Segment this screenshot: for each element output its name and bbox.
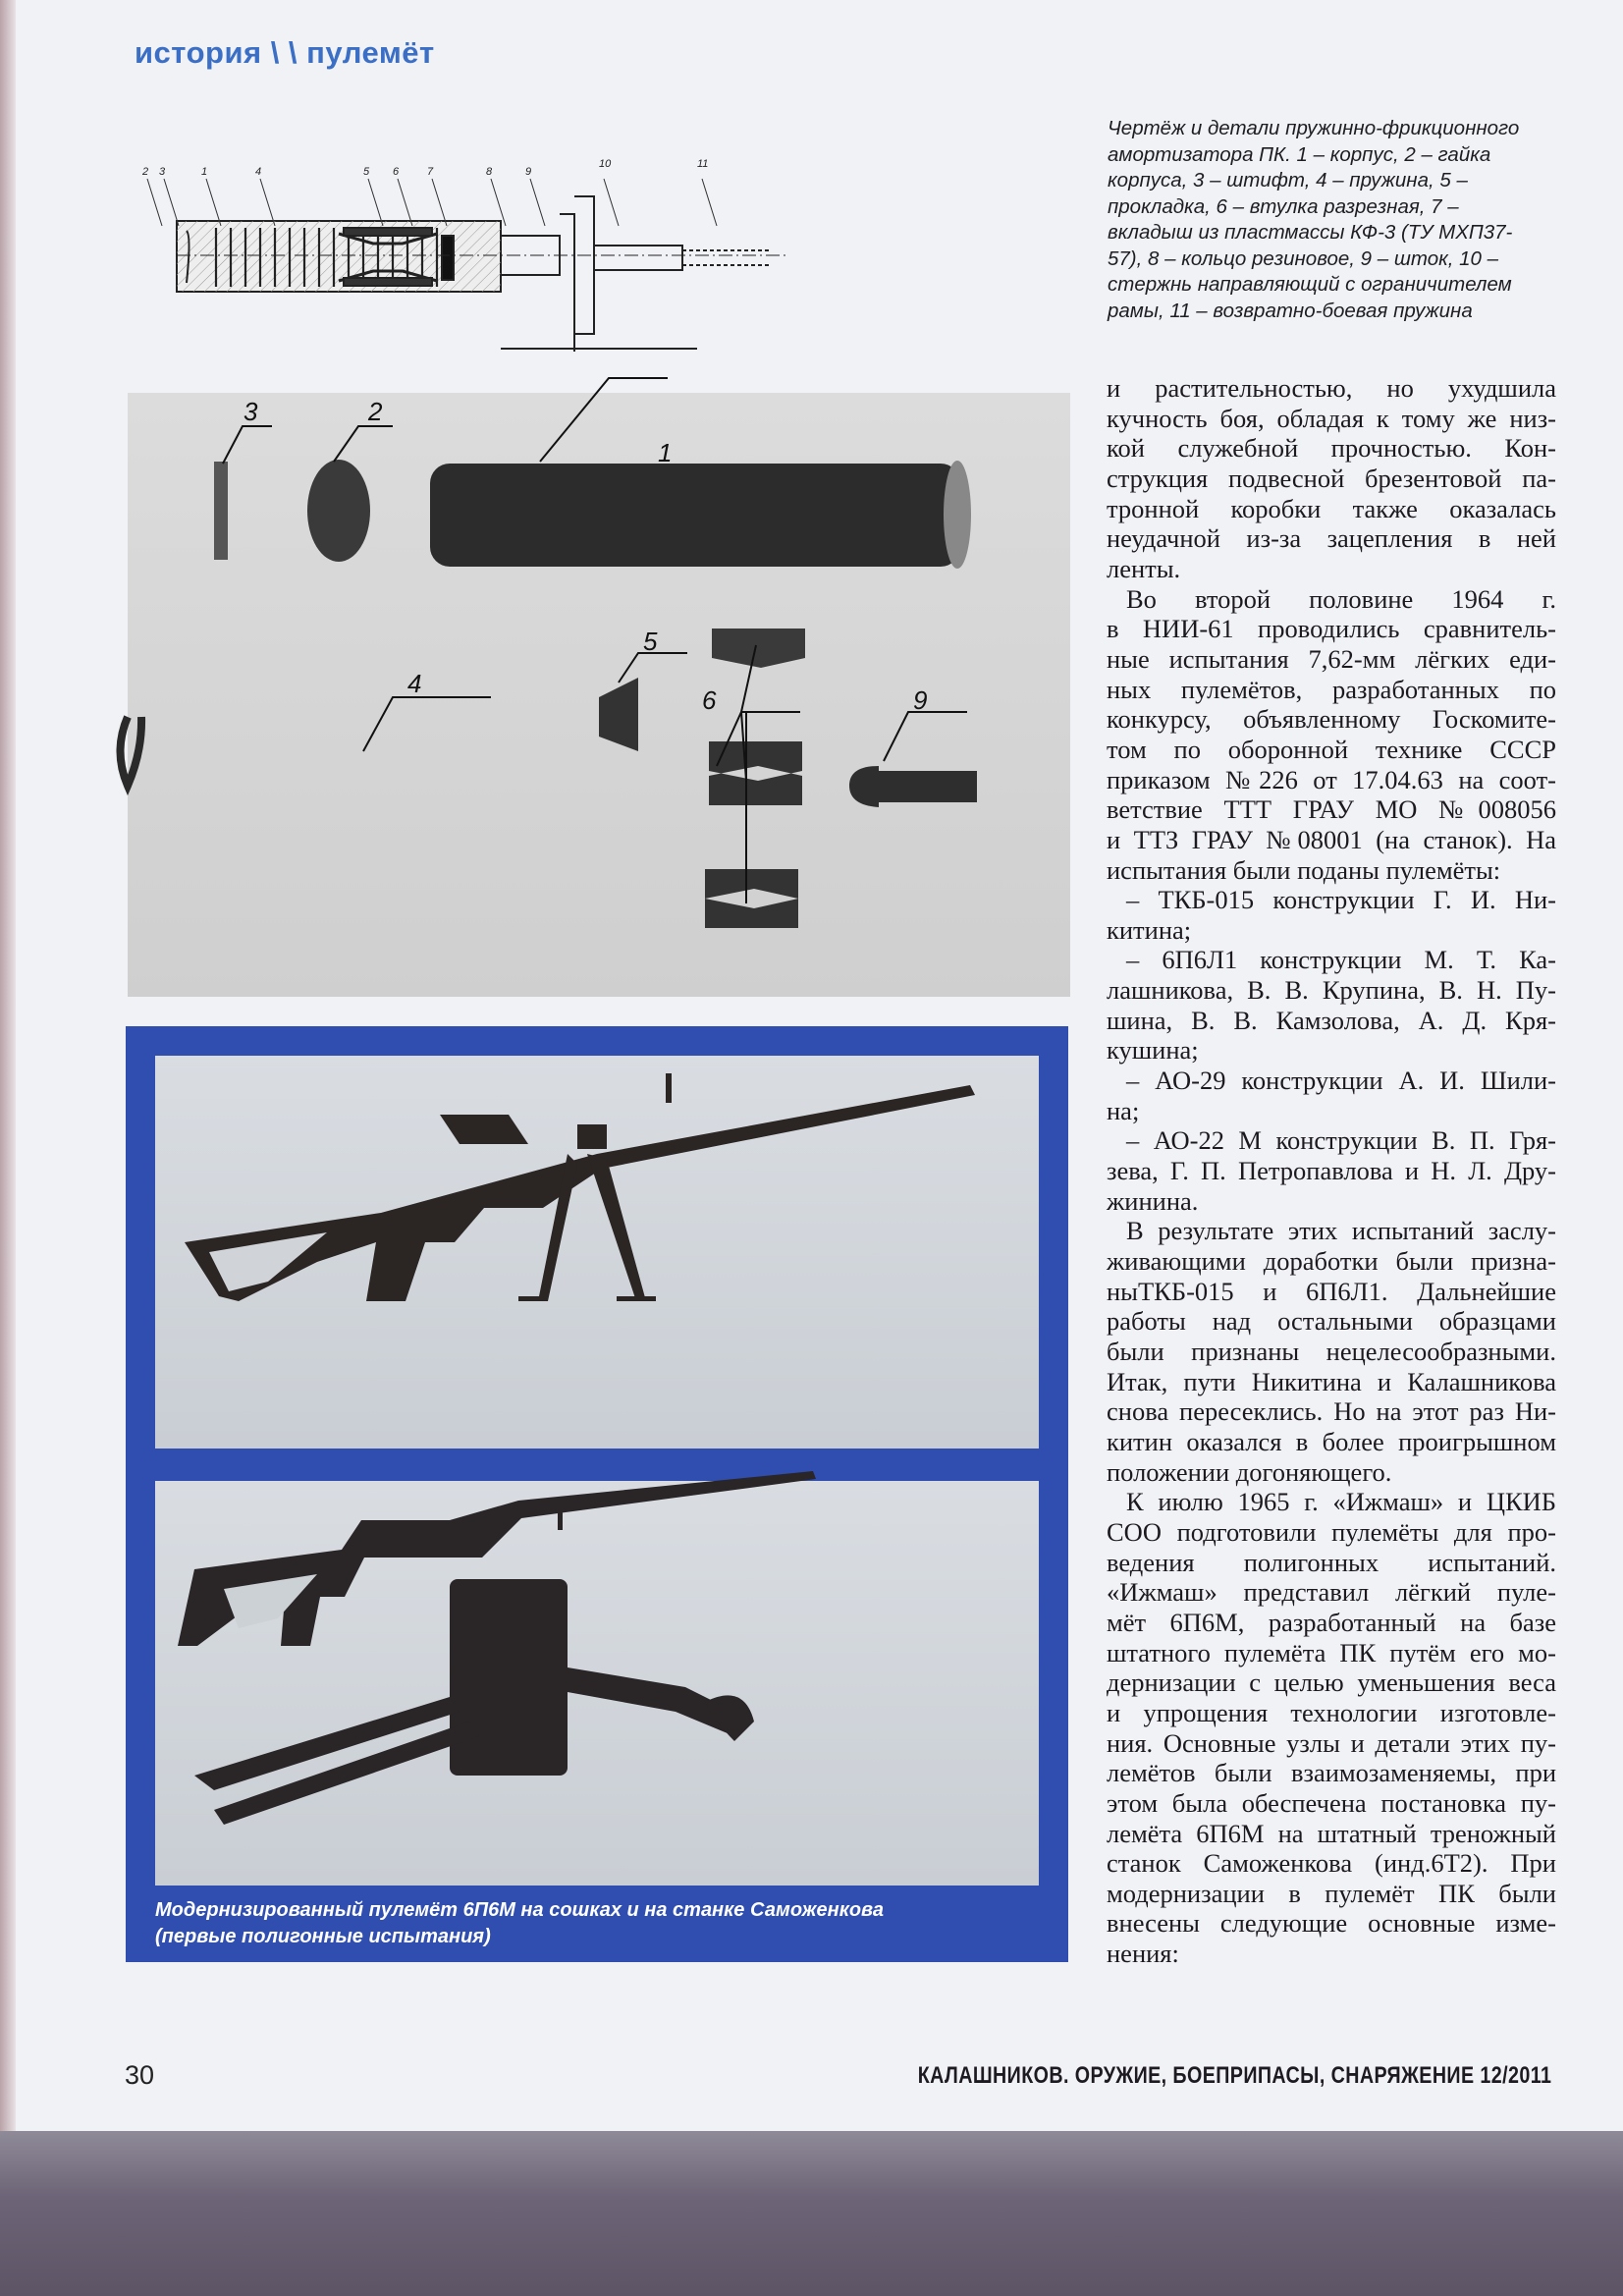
drawing-label: 11 (697, 158, 709, 170)
text-line: Во второй половине 1964 г. (1126, 583, 1556, 614)
paragraph (1107, 885, 1556, 945)
paragraph (1107, 1066, 1556, 1125)
parts-photo (128, 393, 1070, 997)
drawing-caption (1108, 116, 1569, 324)
shock-absorber-drawing (142, 137, 1051, 354)
text-line: ные испытания 7,62-мм лёгких еди- (1107, 643, 1556, 674)
paragraph (1107, 1125, 1556, 1216)
text-line: китин оказался в более проигрышном (1107, 1426, 1556, 1456)
leader-line (368, 179, 383, 226)
text-line: ния. Основные узлы и детали этих пу- (1107, 1727, 1556, 1758)
caption-line: прокладка, 6 – втулка разрезная, 7 – (1108, 194, 1459, 218)
caption-line: (первые полигонные испытания) (155, 1926, 491, 1947)
part-label: 9 (913, 685, 928, 715)
text-line: конкурсу, объявленному Госкомите- (1107, 704, 1556, 735)
rod-part (849, 766, 977, 807)
text-line: и упрощения технологии изготовле- (1107, 1697, 1556, 1727)
magazine-masthead: КАЛАШНИКОВ. ОРУЖИЕ, БОЕПРИПАСЫ, СНАРЯЖЕНИЕ 12/2011 (917, 2062, 1551, 2089)
text-line: ных пулемётов, разработанных по (1107, 674, 1556, 704)
drawing-label: 10 (599, 158, 612, 170)
paragraph (1107, 945, 1556, 1066)
photo-panel-caption (155, 1897, 884, 1950)
nut-part (307, 460, 370, 562)
text-line: нения: (1107, 1939, 1179, 1969)
text-line: были признаны нецелесообразными. (1107, 1337, 1556, 1366)
part-label: 1 (658, 438, 673, 467)
leader-line (147, 179, 162, 226)
text-line: неудачной из-за зацепления в ней (1107, 523, 1556, 554)
text-line: лемёта 6П6М на штатный треножный (1107, 1818, 1556, 1848)
part-label: 5 (643, 627, 658, 656)
text-line: внесены следующие основные изме- (1107, 1908, 1556, 1939)
text-line: ныТКБ-015 и 6П6Л1. Дальнейшие (1107, 1276, 1556, 1306)
text-line: кушина; (1107, 1035, 1199, 1066)
text-line: тронной коробки также оказалась (1107, 493, 1556, 523)
machine-gun-tripod-photo (155, 1481, 1039, 1886)
leader-line (530, 179, 545, 226)
text-line: – АО-22 М конструкции В. П. Гря- (1126, 1125, 1556, 1156)
leader-line (260, 179, 275, 226)
drawing-label: 8 (486, 166, 493, 178)
part-label: 4 (407, 669, 422, 698)
text-line: и растительностью, но ухудшила (1107, 373, 1556, 403)
text-line: лемётов были взаимозаменяемы, при (1107, 1758, 1556, 1788)
text-line: – 6П6Л1 конструкции М. Т. Ка- (1126, 945, 1556, 975)
leader-line (702, 179, 717, 226)
leader-line (491, 179, 506, 226)
machine-gun-bipod-photo (155, 1056, 1039, 1449)
bushing-part (705, 869, 798, 928)
text-line: положении догоняющего. (1107, 1456, 1392, 1487)
text-line: струкция подвесной брезентовой па- (1107, 463, 1556, 493)
caption-line: амортизатора ПК. 1 – корпус, 2 – гайка (1108, 142, 1491, 166)
drawing-label: 5 (363, 166, 370, 178)
text-line: СОО подготовили пулемёты для про- (1107, 1516, 1556, 1547)
drawing-label: 9 (525, 166, 532, 178)
part-label: 3 (243, 397, 258, 426)
bushing-part (712, 629, 805, 668)
leader-line (432, 179, 447, 226)
scan-background (0, 2131, 1623, 2296)
pin-part (214, 462, 228, 560)
text-line: снова пересеклись. Но на этот раз Ни- (1107, 1396, 1556, 1427)
page-number: 30 (125, 2060, 155, 2090)
text-line: шина, В. В. Камзолова, А. Д. Кря- (1107, 1005, 1556, 1035)
text-line: и ТТЗ ГРАУ №08001 (на станок). На (1107, 824, 1556, 854)
paragraph (1107, 373, 1556, 584)
scan-edge (0, 0, 16, 2131)
text-line: штатного пулемёта ПК путём его мо- (1107, 1637, 1556, 1667)
text-line: дернизации с целью уменьшения веса (1107, 1667, 1556, 1698)
text-line: в НИИ-61 проводились сравнитель- (1107, 614, 1556, 644)
body-part (430, 464, 960, 567)
text-line: В результате этих испытаний заслу- (1126, 1216, 1556, 1246)
paragraph (1107, 584, 1556, 886)
caption-line: корпуса, 3 – штифт, 4 – пружина, 5 – (1108, 169, 1468, 191)
drawing-label: 4 (255, 166, 262, 178)
drawing-label: 2 (142, 166, 149, 178)
text-line: ветствие ТТТ ГРАУ МО №008056 (1107, 794, 1556, 825)
text-line: модернизации в пулемёт ПК были (1107, 1878, 1556, 1908)
drawing-label: 6 (393, 166, 400, 178)
text-line: ведения полигонных испытаний. (1107, 1547, 1556, 1577)
text-line: кой служебной прочностью. Кон- (1107, 433, 1556, 464)
photo-panel (126, 1026, 1068, 1962)
text-line: мёт 6П6М, разработанный на базе (1107, 1607, 1556, 1637)
text-line: Итак, пути Никитина и Калашникова (1107, 1366, 1556, 1396)
caption-line: 57), 8 – кольцо резиновое, 9 – шток, 10 – (1108, 246, 1499, 270)
leader-line (398, 179, 412, 226)
text-line: китина; (1107, 914, 1192, 945)
text-line: зева, Г. П. Петропавлова и Н. Л. Дру- (1107, 1156, 1556, 1186)
text-line: том по оборонной технике СССР (1107, 734, 1556, 764)
text-line: «Ижмаш» представил лёгкий пуле- (1107, 1577, 1556, 1608)
text-line: испытания были поданы пулемёты: (1107, 854, 1501, 885)
section-title: история \ \ пулемёт (135, 35, 435, 70)
caption-line: вкладыш из пластмассы КФ-3 (ТУ МХП37- (1108, 221, 1513, 244)
caption-line: стержнь направляющий с ограничителем (1108, 273, 1512, 296)
text-line: ленты. (1107, 553, 1181, 583)
part-label: 2 (368, 397, 383, 426)
spring-part (121, 717, 142, 786)
leader-line (604, 179, 619, 226)
text-line: лашникова, В. В. Крупина, В. Н. Пу- (1107, 975, 1556, 1006)
leader-line (164, 179, 179, 226)
leader-line (206, 179, 221, 226)
caption-line: Чертёж и детали пружинно-фрикционного (1108, 117, 1520, 139)
text-line: на; (1107, 1095, 1140, 1125)
paragraph (1107, 1487, 1556, 1969)
text-line: кучность боя, обладая к тому же низ- (1107, 403, 1556, 433)
caption-line: Модернизированный пулемёт 6П6М на сошках и на станке Саможенкова (155, 1899, 884, 1921)
text-line: К июлю 1965 г. «Ижмаш» и ЦКИБ (1126, 1487, 1556, 1517)
text-line: – АО-29 конструкции А. И. Шили- (1126, 1066, 1556, 1096)
text-line: работы над остальными образцами (1107, 1306, 1556, 1337)
text-line: этом была обеспечена постановка пу- (1107, 1787, 1556, 1818)
part-label: 6 (702, 685, 717, 715)
text-line: живающими доработки были призна- (1107, 1246, 1556, 1277)
text-line: – ТКБ-015 конструкции Г. И. Ни- (1126, 885, 1556, 915)
text-line: приказом №226 от 17.04.63 на соот- (1107, 764, 1556, 794)
drawing-label: 3 (159, 166, 166, 178)
article-text (1107, 373, 1556, 1969)
paragraph (1107, 1216, 1556, 1487)
text-line: станок Саможенкова (инд.6Т2). При (1107, 1848, 1556, 1879)
text-line: жинина. (1107, 1185, 1199, 1216)
drawing-label: 1 (201, 166, 208, 178)
caption-line: рамы, 11 – возвратно-боевая пружина (1108, 299, 1473, 322)
drawing-label: 7 (427, 166, 434, 178)
gasket-part (599, 678, 638, 751)
